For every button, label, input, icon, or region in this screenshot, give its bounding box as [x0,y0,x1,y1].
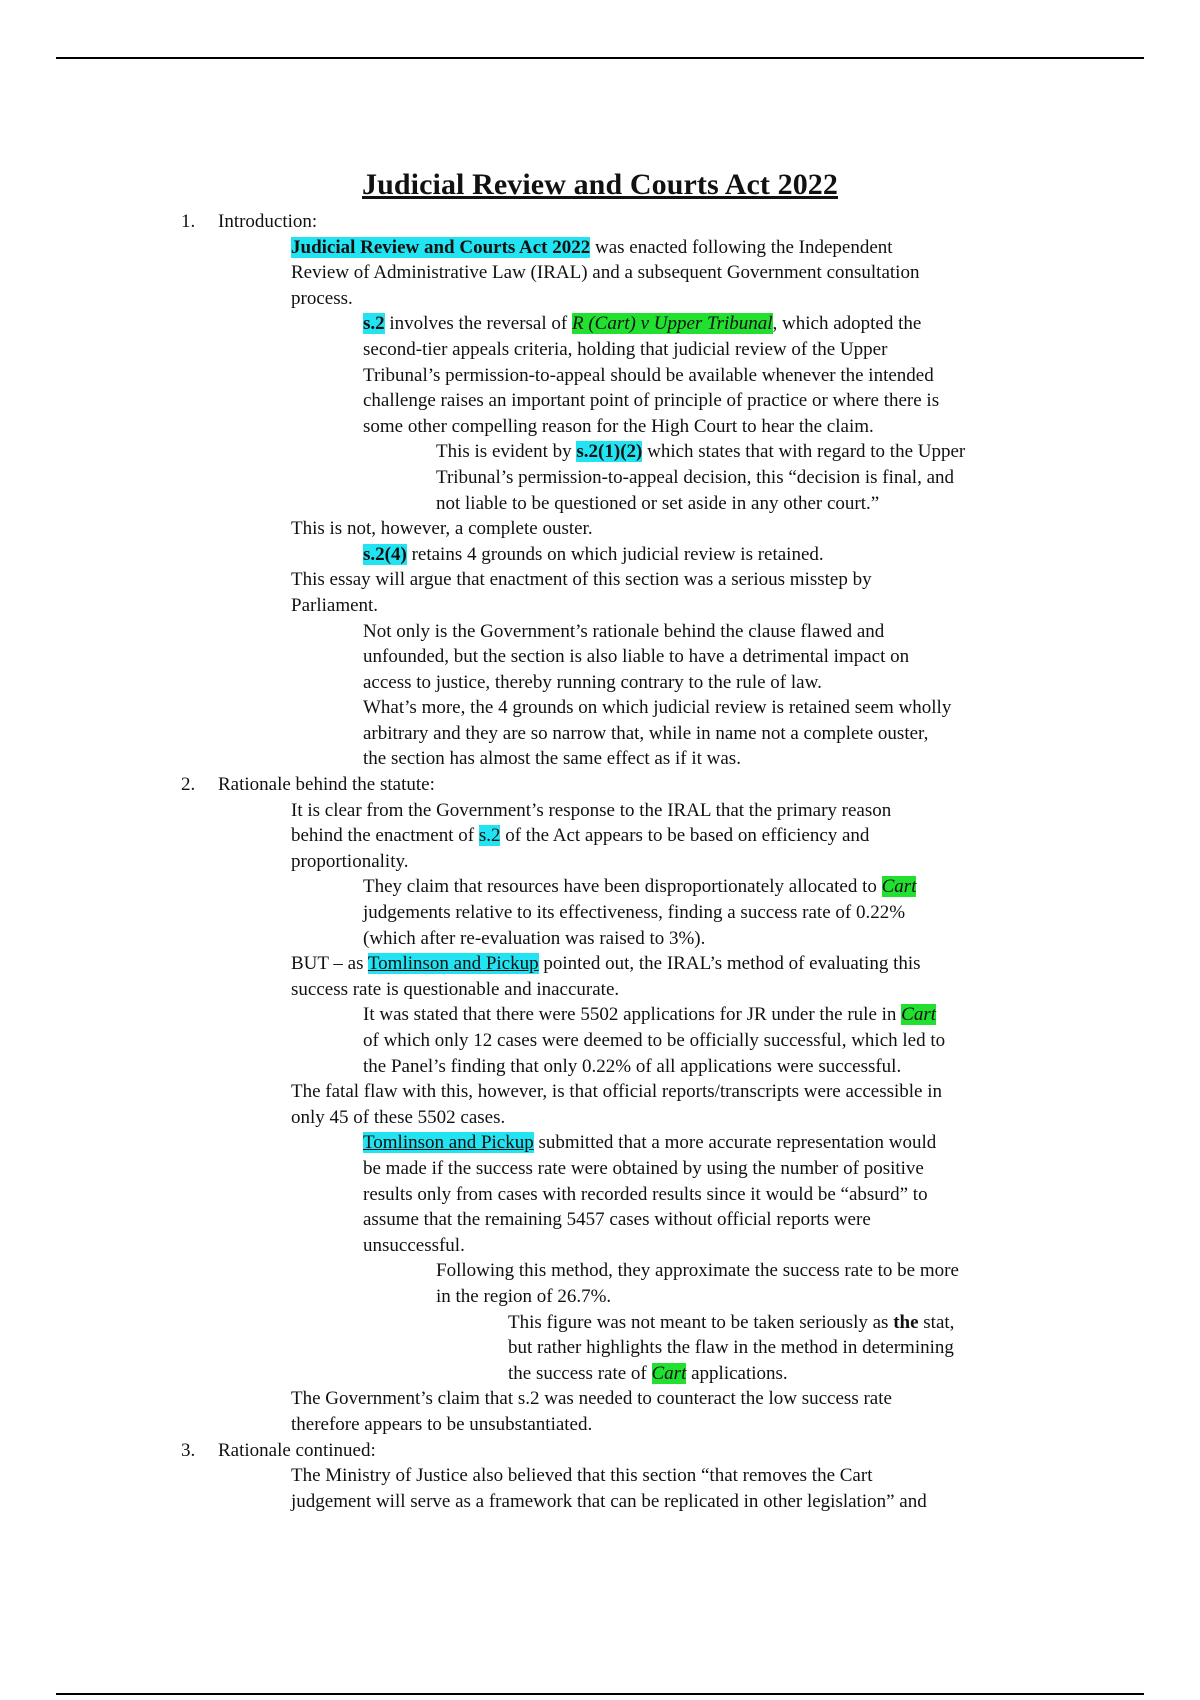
document-body [0,209,1200,1514]
text-segment: retains 4 grounds on which judicial review is retained. [406,543,824,565]
text-segment: Tribunal’s permission-to-appeal should be available whenever the intended [363,364,934,386]
text-segment: This essay will argue that enactment of this section was a serious misstep by [291,569,872,591]
text-segment: challenge raises an important point of principle of practice or where there is [363,390,940,412]
text-segment: The fatal flaw with this, however, is that official reports/transcripts were accessible in [291,1081,943,1103]
text-line [0,311,1200,337]
text-line [0,926,1200,952]
text-segment: Not only is the Government’s rationale behind the clause flawed and [363,620,885,642]
highlighted-reference: s.2 [363,313,385,335]
text-segment: assume that the remaining 5457 cases without official reports were [363,1209,871,1231]
text-segment: pointed out, the IRAL’s method of evaluating this [538,953,921,975]
section-heading [0,209,1200,235]
text-segment: in the region of 26.7%. [436,1285,612,1307]
text-segment: the section has almost the same effect as if it was. [363,748,741,770]
text-line [0,1105,1200,1131]
text-segment: Following this method, they approximate the success rate to be more [436,1260,959,1282]
text-segment: This is evident by [436,441,577,463]
text-line [0,1489,1200,1515]
highlighted-reference: Judicial Review and Courts Act 2022 [291,236,591,258]
text-segment: unsuccessful. [363,1234,465,1256]
text-line [0,465,1200,491]
text-segment: process. [291,287,353,309]
text-segment: , which adopted the [772,313,922,335]
text-segment: of the Act appears to be based on efficiency and [500,825,870,847]
text-line [0,951,1200,977]
text-segment: which states that with regard to the Upper [642,441,966,463]
text-line [0,1335,1200,1361]
text-segment: the [893,1311,919,1333]
text-segment: Introduction: [218,211,318,232]
text-line [0,260,1200,286]
text-segment: It is clear from the Government’s response to the IRAL that the primary reason [291,799,892,821]
text-segment: but rather highlights the flaw in the method in determining [508,1337,954,1359]
text-segment: What’s more, the 4 grounds on which judicial review is retained seem wholly [363,697,952,719]
text-segment: arbitrary and they are so narrow that, while in name not a complete ouster, [363,722,929,744]
text-segment: success rate is questionable and inaccurate. [291,978,620,1000]
text-segment: judgement will serve as a framework that can be replicated in other legislation” and [291,1490,927,1512]
text-line [0,721,1200,747]
text-line [0,1284,1200,1310]
text-segment: This figure was not meant to be taken seriously as [508,1311,894,1333]
text-line [0,337,1200,363]
highlighted-reference: Tomlinson and Pickup [363,1132,534,1154]
text-segment: proportionality. [291,850,409,872]
text-line [0,695,1200,721]
text-segment: Rationale continued: [218,1439,376,1461]
document-title: Judicial Review and Courts Act 2022 [362,168,838,202]
bottom-rule [56,1693,1144,1695]
text-segment: not liable to be questioned or set aside in any other court.” [436,492,880,514]
text-segment: be made if the success rate were obtained by using the number of positive [363,1157,924,1179]
text-segment: second-tier appeals criteria, holding that judicial review of the Upper [363,338,888,360]
text-line [0,363,1200,389]
text-segment: It was stated that there were 5502 applications for JR under the rule in [363,1004,902,1026]
text-line [0,1028,1200,1054]
text-line [0,567,1200,593]
text-segment: Tribunal’s permission-to-appeal decision, this “decision is final, and [436,466,955,488]
text-line [0,1463,1200,1489]
text-line [0,235,1200,261]
text-line [0,1233,1200,1259]
text-segment: They claim that resources have been disproportionately allocated to [363,876,882,898]
text-segment: applications. [686,1362,788,1384]
text-line [0,977,1200,1003]
text-line [0,670,1200,696]
text-line [0,388,1200,414]
text-segment: therefore appears to be unsubstantiated. [291,1413,593,1435]
text-line [0,1310,1200,1336]
list-number: 2. [181,774,196,796]
text-segment: unfounded, but the section is also liable to have a detrimental impact on [363,646,910,668]
text-line [0,593,1200,619]
text-line [0,1130,1200,1156]
text-segment: The Ministry of Justice also believed that this section “that removes the Cart [291,1465,873,1487]
text-segment: results only from cases with recorded results since it would be “absurd” to [363,1183,928,1205]
highlighted-reference: Cart [881,876,917,898]
text-segment: This is not, however, a complete ouster. [291,518,593,540]
text-line [0,746,1200,772]
text-segment: Parliament. [291,594,379,616]
text-segment: stat, [918,1311,955,1333]
highlighted-reference: s.2(1)(2) [576,441,643,463]
text-line [0,900,1200,926]
text-segment: was enacted following the Independent [590,236,893,258]
top-rule [56,57,1144,59]
text-line [0,1054,1200,1080]
text-segment: the success rate of [508,1362,652,1384]
list-number: 1. [181,211,196,232]
text-segment: involves the reversal of [384,313,572,335]
text-segment: Review of Administrative Law (IRAL) and a subsequent Government consultation [291,262,920,284]
text-line [0,849,1200,875]
text-line [0,1182,1200,1208]
text-line [0,414,1200,440]
text-segment: Rationale behind the statute: [218,774,435,796]
text-line [0,286,1200,312]
text-line [0,1002,1200,1028]
text-segment: of which only 12 cases were deemed to be officially successful, which led to [363,1030,946,1051]
text-line [0,823,1200,849]
text-line [0,1412,1200,1438]
text-segment: some other compelling reason for the High Court to hear the claim. [363,415,874,437]
text-line [0,644,1200,670]
text-line [0,1207,1200,1233]
text-segment: judgements relative to its effectiveness, finding a success rate of 0.22% [363,902,906,924]
text-line [0,542,1200,568]
text-segment: The Government’s claim that s.2 was needed to counteract the low success rate [291,1388,892,1410]
text-line [0,1079,1200,1105]
text-line [0,874,1200,900]
section-heading [0,1438,1200,1464]
text-line [0,798,1200,824]
text-line [0,619,1200,645]
section-heading [0,772,1200,798]
text-line [0,1361,1200,1387]
text-line [0,516,1200,542]
text-segment: (which after re-evaluation was raised to 3%). [363,927,706,949]
highlighted-reference: s.2(4) [363,543,407,565]
text-line [0,1386,1200,1412]
text-line [0,1156,1200,1182]
text-line [0,491,1200,517]
text-segment: behind the enactment of [291,825,479,847]
text-segment: only 45 of these 5502 cases. [291,1106,506,1128]
highlighted-reference: Cart [651,1362,687,1384]
text-segment: BUT – as [291,953,368,975]
highlighted-reference: Cart [901,1004,937,1026]
text-line [0,439,1200,465]
text-segment: the Panel’s finding that only 0.22% of all applications were successful. [363,1055,902,1077]
list-number: 3. [181,1439,196,1461]
text-segment: access to justice, thereby running contrary to the rule of law. [363,671,822,693]
text-line [0,1258,1200,1284]
highlighted-reference: Tomlinson and Pickup [367,953,539,975]
highlighted-reference: s.2 [478,825,501,847]
text-segment: submitted that a more accurate representation would [533,1132,937,1154]
highlighted-reference: R (Cart) v Upper Tribunal [571,313,773,335]
